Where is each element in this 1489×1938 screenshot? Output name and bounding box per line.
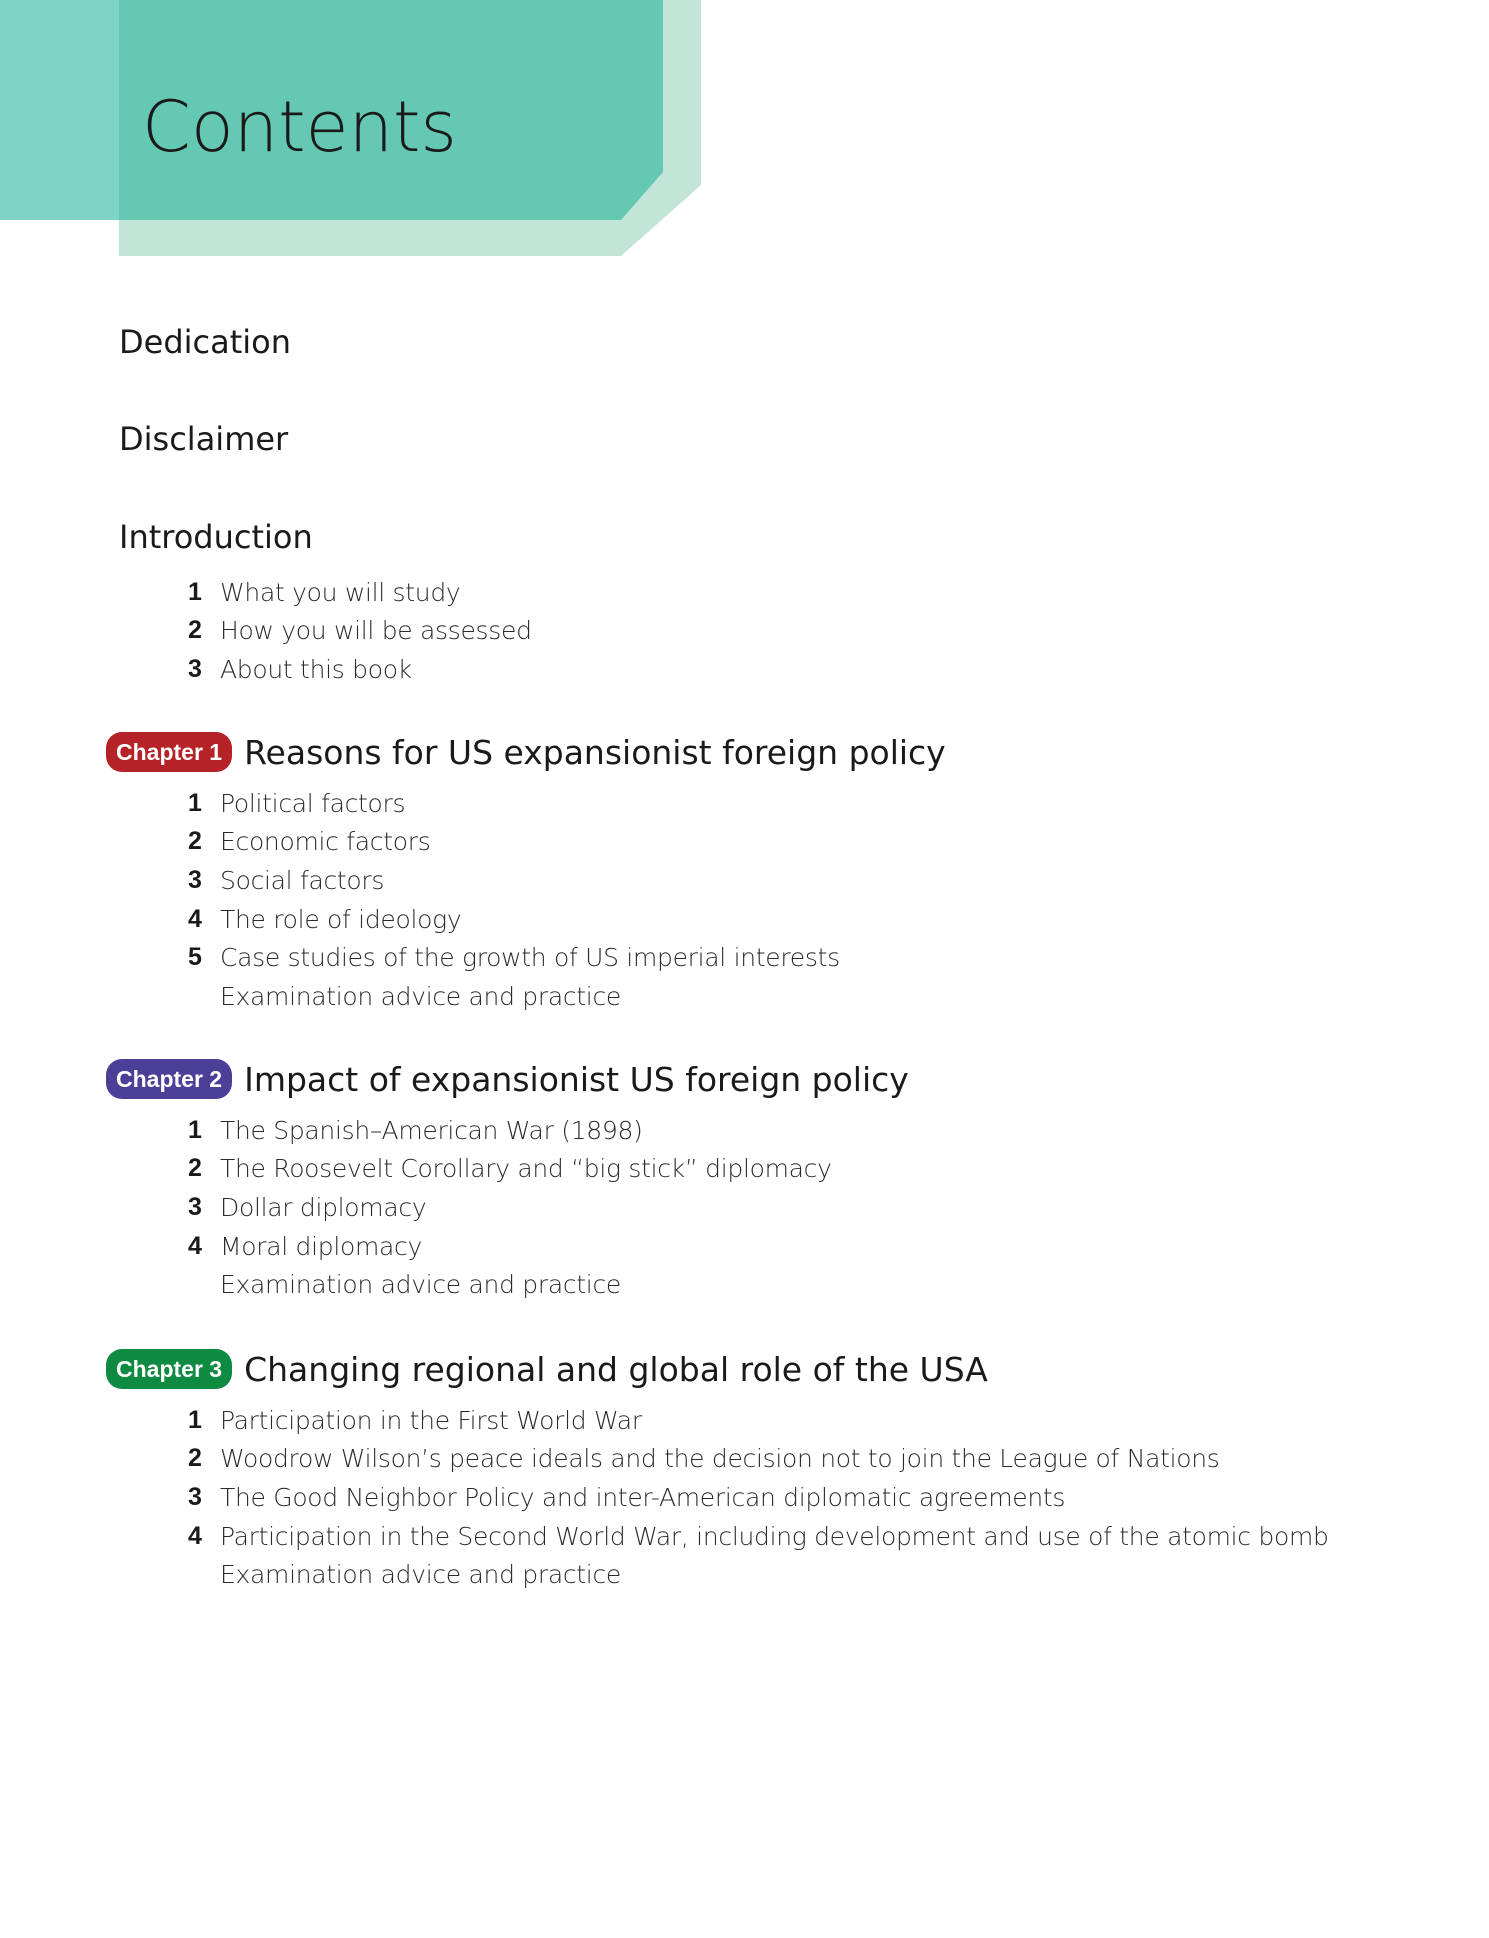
item-number: 2 (188, 1444, 202, 1473)
item-label: Examination advice and practice (220, 1560, 621, 1590)
item-label: What you will study (220, 577, 461, 607)
item-label: Examination advice and practice (220, 1270, 621, 1300)
item-label: Dollar diplomacy (220, 1192, 427, 1222)
item-number: 1 (188, 1115, 202, 1144)
item-number: 2 (188, 827, 202, 856)
list-item[interactable] (188, 938, 840, 977)
list-item[interactable] (188, 861, 840, 900)
list-item[interactable] (188, 1111, 832, 1150)
item-number: 4 (188, 904, 202, 933)
introduction-items (188, 573, 532, 689)
item-number: 3 (188, 1482, 202, 1511)
item-label: About this book (220, 654, 412, 684)
list-item[interactable] (188, 612, 532, 651)
item-number: 2 (188, 616, 202, 645)
item-label: Participation in the First World War (220, 1405, 642, 1435)
item-label: Economic factors (220, 827, 431, 857)
chapter-2-badge: Chapter 2 (106, 1059, 232, 1099)
list-item[interactable] (188, 650, 532, 689)
list-item[interactable] (188, 573, 532, 612)
list-item[interactable] (188, 1188, 832, 1227)
list-item[interactable] (188, 1150, 832, 1189)
chapter-1-items (188, 784, 840, 1016)
list-item[interactable] (188, 1227, 832, 1266)
item-number: 1 (188, 788, 202, 817)
chapter-1-heading[interactable] (106, 730, 946, 774)
chapter-2-title: Impact of expansionist US foreign policy (244, 1059, 909, 1099)
item-label: Case studies of the growth of US imperial interests (220, 943, 840, 973)
item-label: Moral diplomacy (220, 1231, 422, 1261)
list-item[interactable] (188, 1555, 1329, 1594)
list-item[interactable] (188, 977, 840, 1016)
item-label: The Good Neighbor Policy and inter-American diplomatic agreements (220, 1482, 1066, 1512)
item-label: Social factors (220, 865, 385, 895)
item-number: 1 (188, 577, 202, 606)
toc-entry-introduction[interactable]: Introduction (119, 518, 313, 556)
chapter-1-badge: Chapter 1 (106, 732, 232, 772)
item-label: How you will be assessed (220, 616, 532, 646)
item-number: 3 (188, 865, 202, 894)
list-item[interactable] (188, 784, 840, 823)
item-label: Woodrow Wilson’s peace ideals and the decision not to join the League of Nations (220, 1444, 1220, 1474)
toc-entry-dedication[interactable]: Dedication (119, 323, 292, 361)
item-label: Participation in the Second World War, including development and use of the atomic bomb (220, 1521, 1329, 1551)
chapter-3-items (188, 1401, 1329, 1594)
list-item[interactable] (188, 1440, 1329, 1479)
item-label: The Roosevelt Corollary and “big stick” diplomacy (220, 1154, 832, 1184)
item-number: 3 (188, 654, 202, 683)
toc-entry-disclaimer[interactable]: Disclaimer (119, 420, 289, 458)
item-number: 4 (188, 1231, 202, 1260)
list-item[interactable] (188, 823, 840, 862)
item-label: Political factors (220, 788, 406, 818)
page-title: Contents (142, 86, 457, 168)
item-label: The role of ideology (220, 904, 462, 934)
item-number: 5 (188, 943, 202, 972)
chapter-3-title: Changing regional and global role of the USA (244, 1349, 988, 1389)
chapter-1-title: Reasons for US expansionist foreign policy (244, 732, 946, 772)
item-label: The Spanish–American War (1898) (220, 1115, 643, 1145)
list-item[interactable] (188, 1517, 1329, 1556)
list-item[interactable] (188, 1401, 1329, 1440)
item-number: 4 (188, 1521, 202, 1550)
list-item[interactable] (188, 1265, 832, 1304)
item-number: 2 (188, 1154, 202, 1183)
list-item[interactable] (188, 1478, 1329, 1517)
item-label: Examination advice and practice (220, 981, 621, 1011)
item-number: 3 (188, 1192, 202, 1221)
chapter-3-badge: Chapter 3 (106, 1349, 232, 1389)
header-banner-left-strip (0, 0, 119, 220)
chapter-2-heading[interactable] (106, 1057, 909, 1101)
list-item[interactable] (188, 900, 840, 939)
chapter-2-items (188, 1111, 832, 1304)
item-number: 1 (188, 1405, 202, 1434)
chapter-3-heading[interactable] (106, 1347, 988, 1391)
